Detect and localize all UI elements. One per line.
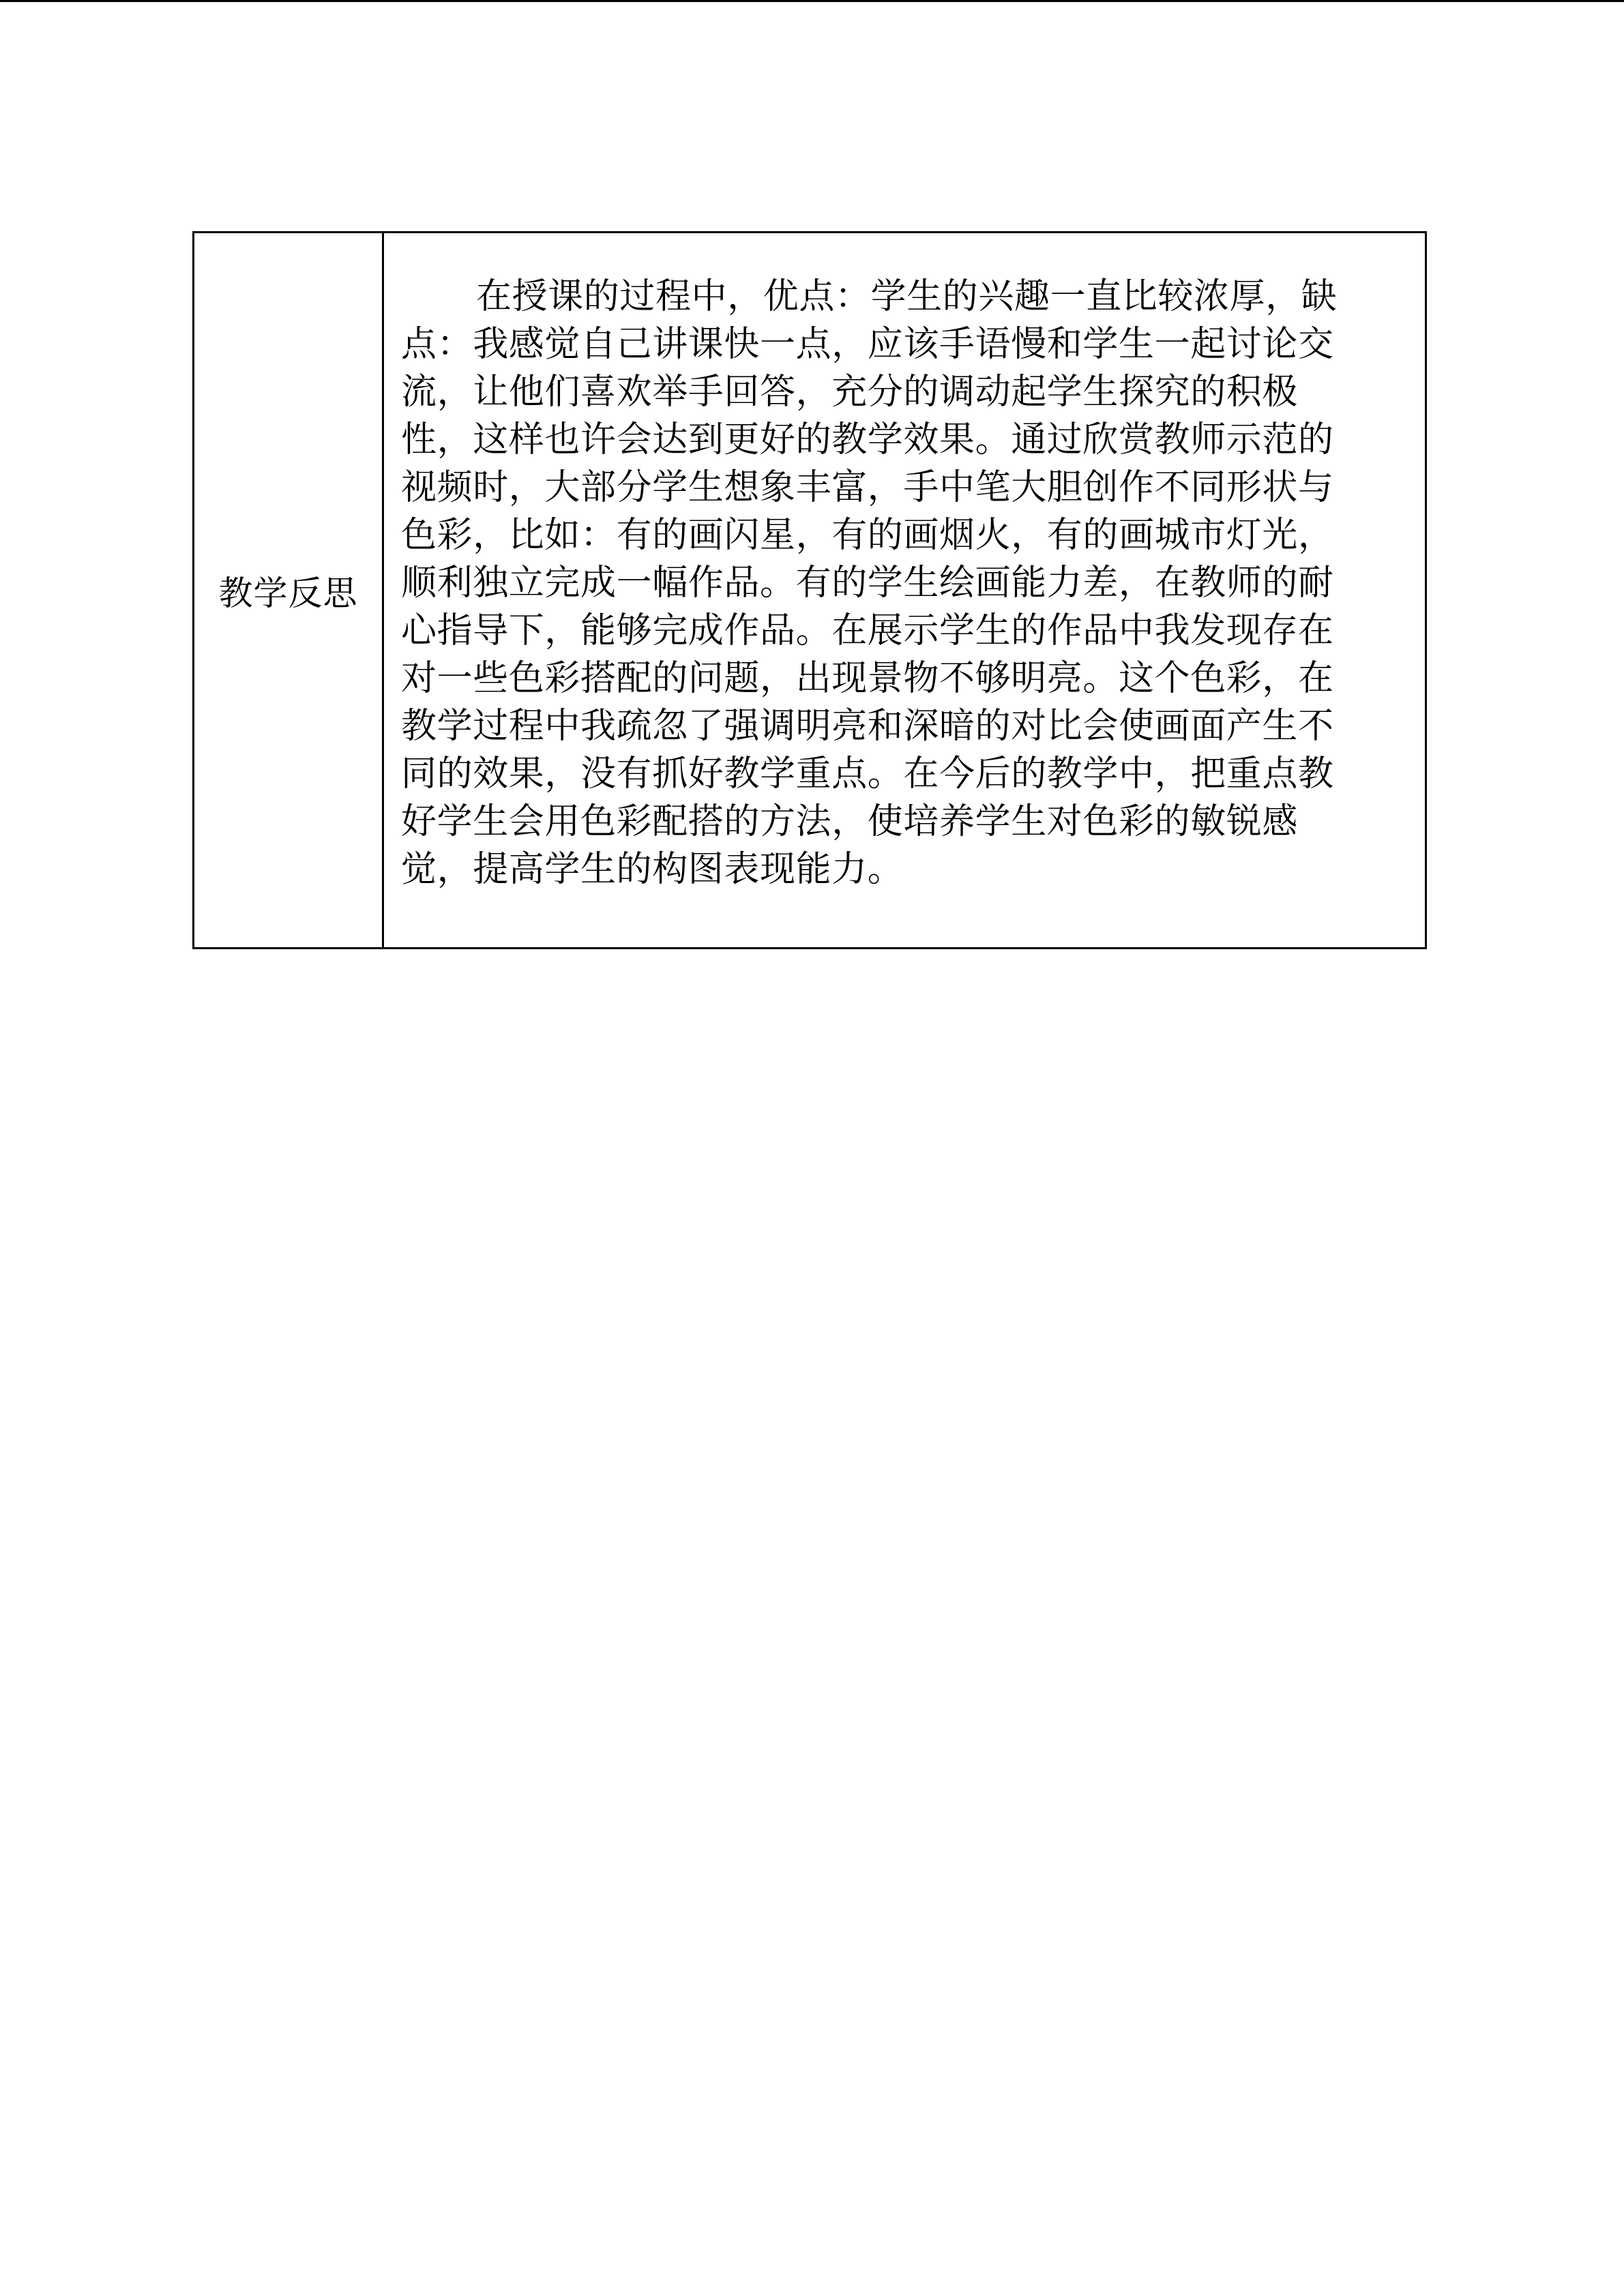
paragraph-line: 教学过程中我疏忽了强调明亮和深暗的对比会使画面产生不 [401, 706, 1334, 747]
paragraph-line: 色彩，比如：有的画闪星，有的画烟火，有的画城市灯光， [401, 515, 1334, 556]
paragraph-line: 觉，提高学生的构图表现能力。 [401, 849, 904, 890]
row-label: 教学反思 [218, 573, 358, 613]
teaching-reflection-table [192, 231, 1427, 949]
content-cell [384, 233, 1425, 947]
paragraph-line: 顺利独立完成一幅作品。有的学生绘画能力差，在教师的耐 [401, 563, 1334, 603]
label-cell [194, 233, 384, 947]
paragraph-line: 好学生会用色彩配搭的方法，使培养学生对色彩的敏锐感 [401, 801, 1299, 842]
paragraph-line: 视频时，大部分学生想象丰富，手中笔大胆创作不同形状与 [401, 467, 1334, 508]
paragraph-line: 心指导下，能够完成作品。在展示学生的作品中我发现存在 [401, 610, 1334, 651]
paragraph-line: 在授课的过程中，优点：学生的兴趣一直比较浓厚，缺 [476, 276, 1338, 317]
paragraph-line: 同的效果，没有抓好教学重点。在今后的教学中，把重点教 [401, 754, 1334, 794]
paragraph-line: 点：我感觉自己讲课快一点，应该手语慢和学生一起讨论交 [401, 324, 1334, 365]
paragraph-line: 对一些色彩搭配的问题，出现景物不够明亮。这个色彩，在 [401, 658, 1334, 699]
paragraph-line: 流，让他们喜欢举手回答，充分的调动起学生探究的积极 [401, 372, 1299, 413]
page-top-border [0, 0, 1624, 2]
paragraph-line: 性，这样也许会达到更好的教学效果。通过欣赏教师示范的 [401, 419, 1334, 460]
